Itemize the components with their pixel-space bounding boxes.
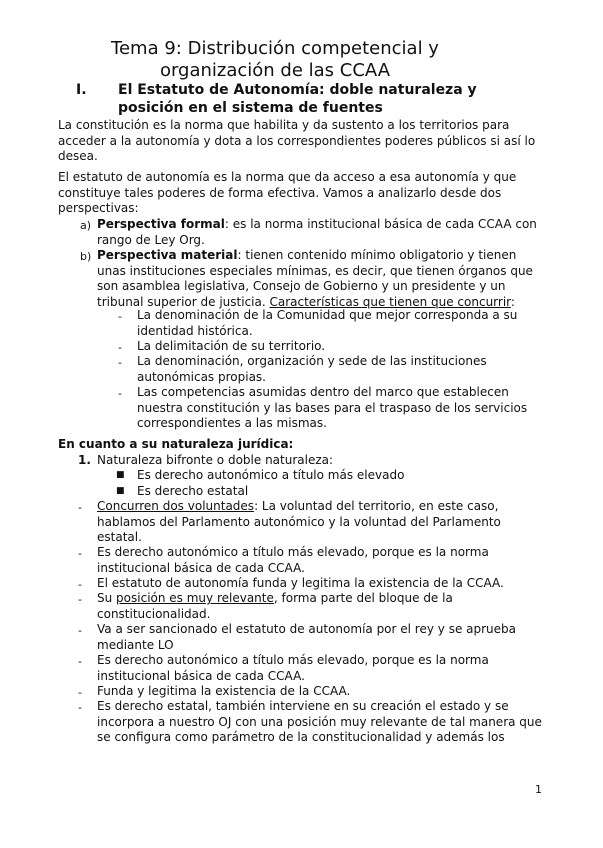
dash-marker: - [118,341,122,354]
dash-marker: - [78,624,82,637]
perspective-b-marker: b) [80,250,92,263]
perspective-formal-label: Perspectiva formal [97,217,225,231]
nature-heading: En cuanto a su naturaleza jurídica: [58,437,294,451]
square-bullet-icon: ■ [116,486,125,496]
dash-item: Es derecho autonómico a título más elevado, porque es la norma institucional básica de cada CCAA. [97,545,489,575]
perspective-material: Perspectiva material: tienen contenido mínimo obligatorio y tienen unas instituciones especiales mínimas, es decir, que tienen órganos que son asamblea legislativa, Consejo de Gobierno y un presidente y un tribunal superior de justicia. Características que tienen que concurrir: [97,248,533,309]
dash-item: Es derecho autonómico a título más elevado, porque es la norma institucional básica de cada CCAA. [97,653,489,683]
dash-marker: - [78,593,82,606]
characteristic-item: La denominación, organización y sede de las instituciones autonómicas propias. [137,354,487,384]
dash-item: Es derecho estatal, también interviene en su creación el estado y se incorpora a nuestro OJ con una posición muy relevante de tal manera que se configura como parámetro de la constitucionalidad y además los [97,699,542,744]
dash-marker: - [78,501,82,514]
perspective-formal-text: : es la norma institucional básica de cada CCAA con rango de Ley Org. [97,217,537,247]
perspective-material-text: : tienen contenido mínimo obligatorio y tienen unas instituciones especiales mínimas, es decir, que tienen órganos que son asamblea legislativa, Consejo de Gobierno y un presidente y un tribunal superior de justicia. [97,248,533,309]
characteristics-link-text: Características que tienen que concurrir [269,294,511,309]
dash-item: Va a ser sancionado el estatuto de autonomía por el rey y se aprueba mediante LO [97,622,517,652]
perspective-formal [97,217,542,248]
nature-bullet: Es derecho autonómico a título más elevado [137,468,405,482]
section-number: I. [76,82,87,98]
characteristic-item: La delimitación de su territorio. [137,339,326,353]
dash-marker: - [78,686,82,699]
dash-marker: - [118,387,122,400]
title-line-2: organización de las CCAA [159,60,391,81]
dash-marker: - [118,310,122,323]
dash-marker: - [78,578,82,591]
nature-bullet: Es derecho estatal [137,484,249,498]
page-number: 1 [535,783,542,796]
dash-marker: - [78,655,82,668]
square-bullet-icon: ■ [116,470,125,480]
perspective-a-marker: a) [80,219,92,232]
dash-marker: - [118,356,122,369]
characteristic-item: Las competencias asumidas dentro del marco que establecen nuestra constitución y las bases para el traspaso de los servicios correspondientes a las mismas. [137,385,528,430]
dash-marker: - [78,547,82,560]
title-line-1: Tema 9: Distribución competencial y [111,38,439,59]
dash-item: El estatuto de autonomía funda y legitima la existencia de la CCAA. [97,576,504,590]
underlined-text: Concurren dos voluntades [97,499,255,513]
dash-marker: - [78,701,82,714]
dash-item: Su posición es muy relevante, forma parte del bloque de la constitucionalidad. [97,591,453,621]
nature-item-marker: 1. [78,453,91,467]
nature-item: Naturaleza bifronte o doble naturaleza: [97,453,334,467]
dash-item: Concurren dos voluntades: La voluntad del territorio, en este caso, hablamos del Parlamento autonómico y la voluntad del Parlamento estatal. [97,499,501,544]
dash-item: Funda y legitima la existencia de la CCAA. [97,684,351,698]
intro-paragraph-1: La constitución es la norma que habilita y da sustento a los territorios para acceder a la autonomía y dota a los correspondientes poderes públicos si así lo desea. [58,118,536,163]
characteristic-item: La denominación de la Comunidad que mejor corresponda a su identidad histórica. [137,308,518,338]
perspective-material-label: Perspectiva material [97,248,238,262]
document-title [60,38,490,82]
intro-paragraph-2: El estatuto de autonomía es la norma que da acceso a esa autonomía y que constituye tales poderes de forma efectiva. Vamos a analizarlo desde dos perspectivas: [58,170,517,215]
section-title-line-2: posición en el sistema de fuentes [118,100,383,116]
underlined-text: posición es muy relevante [116,591,274,605]
section-title-line-1: El Estatuto de Autonomía: doble naturaleza y [118,82,477,98]
